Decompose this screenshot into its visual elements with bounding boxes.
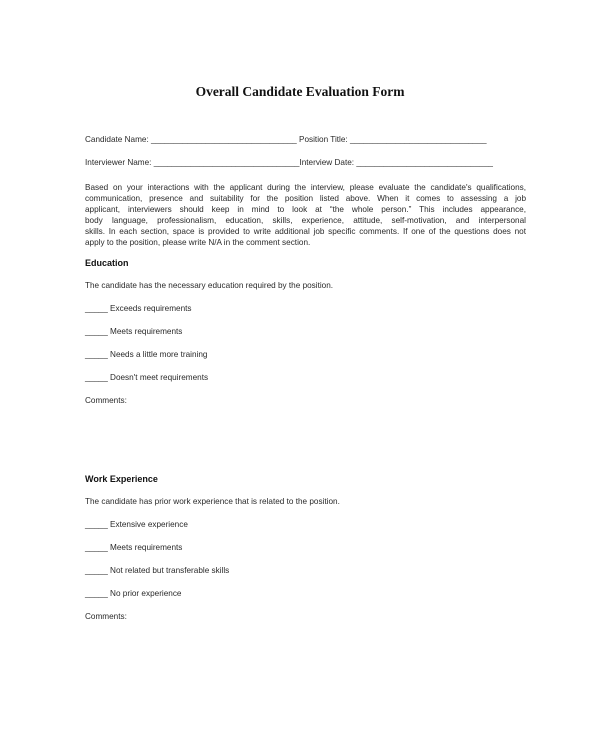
candidate-name-blank[interactable]: ________________________________ [151,135,297,144]
work-experience-option[interactable]: _____ No prior experience [85,589,182,598]
education-question: The candidate has the necessary education required by the position. [85,281,334,290]
candidate-name-label: Candidate Name: [85,135,149,144]
interviewer-name-label: Interviewer Name: [85,158,152,167]
position-title-label: Position Title: [299,135,348,144]
work-experience-heading: Work Experience [85,474,158,484]
instructions-line: applicant, interviewers should keep in mind to look at “the whole person.” This includes appearance, [85,205,526,214]
interview-date-label: Interview Date: [299,158,355,167]
work-experience-option[interactable]: _____ Meets requirements [85,543,183,552]
instructions-paragraph [85,182,526,248]
education-option[interactable]: _____ Exceeds requirements [85,304,192,313]
interviewer-name-blank[interactable]: ________________________________ [153,158,300,167]
education-option[interactable]: _____ Needs a little more training [85,350,208,359]
education-option[interactable]: _____ Meets requirements [85,327,183,336]
interview-date-blank[interactable]: ______________________________ [356,158,493,167]
education-comments-label: Comments: [85,396,127,405]
instructions-line: apply to the position, please write N/A in the comment section. [85,238,311,247]
instructions-line: Based on your interactions with the applicant during the interview, please evaluate the candidate's qualifications, [85,183,526,192]
candidate-position-row [85,135,487,144]
instructions-line: skills. In each section, space is provided to write additional job specific comments. If one of the questions does not [85,227,526,236]
education-heading: Education [85,258,129,268]
instructions-line: body language, professionalism, education, skills, experience, attitude, self-motivation, and interpersonal [85,216,526,225]
interviewer-date-row [85,158,493,167]
form-title: Overall Candidate Evaluation Form [195,84,405,99]
position-title-blank[interactable]: ______________________________ [349,135,487,144]
work-experience-option[interactable]: _____ Extensive experience [85,520,188,529]
education-option[interactable]: _____ Doesn't meet requirements [85,373,209,382]
work-experience-question: The candidate has prior work experience that is related to the position. [85,497,340,506]
instructions-line: communication, presence and suitability for the position listed above. When it comes to assessing a job [85,194,526,203]
work-experience-comments-label: Comments: [85,612,127,621]
work-experience-option[interactable]: _____ Not related but transferable skills [85,566,230,575]
